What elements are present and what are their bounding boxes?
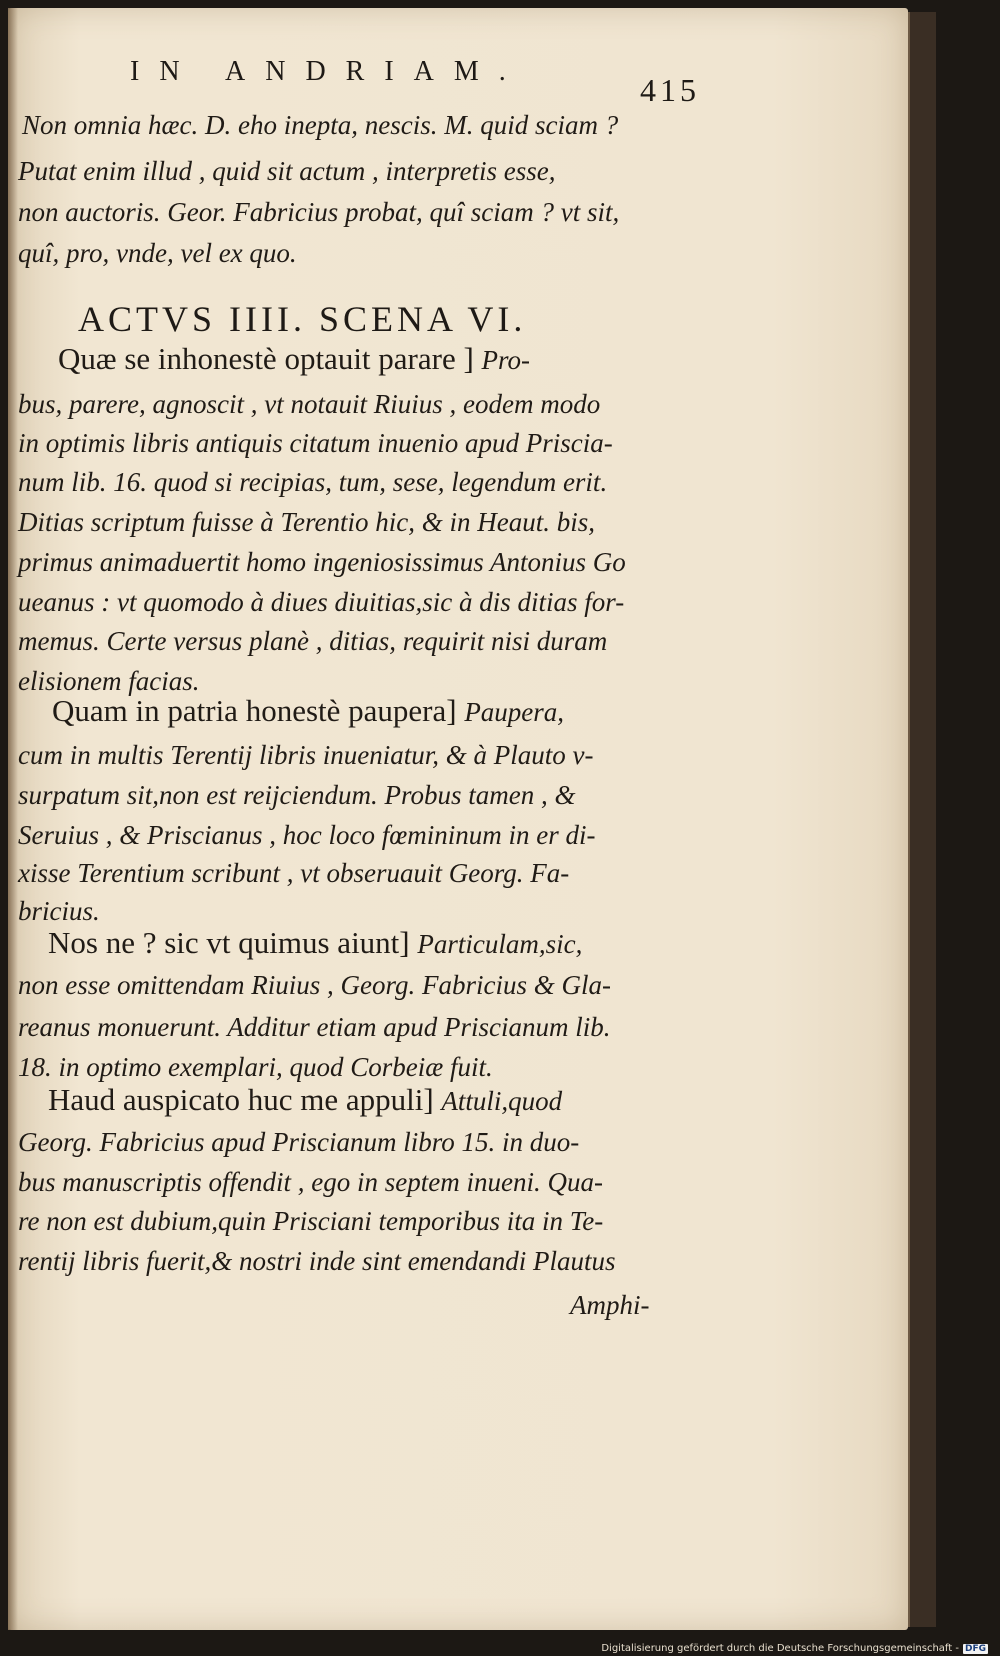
text-line [22,110,722,140]
text-line [18,156,718,186]
commentary-text: memus. Certe versus planè , ditias, requirit nisi duram [18,626,608,656]
text-line [18,547,718,577]
commentary-text: Putat enim illud , quid sit actum , interpretis esse, [18,156,556,186]
running-head: IN ANDRIAM. [130,56,526,87]
text-line [18,666,718,696]
commentary-text: primus animaduertit homo ingeniosissimus Antonius Go [18,547,626,577]
commentary-text: re non est dubium,quin Prisciani temporibus ita in Te- [18,1206,604,1236]
text-line [18,858,718,888]
commentary-text: Particulam,sic, [417,929,583,959]
commentary-text: cum in multis Terentij libris inueniatur, & à Plauto v- [18,740,594,770]
text-line [18,507,718,537]
commentary-text: Georg. Fabricius apud Priscianum libro 15. in duo- [18,1127,580,1157]
text-line [18,1127,718,1157]
commentary-text: num lib. 16. quod si recipias, tum, sese, legendum erit. [18,467,608,497]
text-line [18,896,718,926]
text-line [18,467,718,497]
commentary-text: Attuli,quod [441,1086,563,1116]
section-heading: ACTVS IIII. SCENA VI. [78,299,527,339]
footer-credit [601,1643,988,1654]
commentary-text: xisse Terentium scribunt , vt obseruauit Georg. Fa- [18,858,570,888]
text-line [570,1290,1000,1320]
commentary-text: Amphi- [570,1290,650,1320]
text-line [18,820,718,850]
commentary-text: ueanus : vt quomodo à diues diuitias,sic à dis ditias for- [18,587,625,617]
commentary-text: in optimis libris antiquis citatum inuenio apud Priscia- [18,428,613,458]
text-line [18,1052,718,1082]
text-line [48,925,748,960]
text-line [18,587,718,617]
text-line [18,197,718,227]
text-line [18,970,718,1000]
commentary-text: Non omnia hæc. D. eho inepta, nescis. M. quid sciam ? [22,110,619,140]
lemma-text: Nos ne ? sic vt quimus aiunt] [48,925,418,960]
text-line [18,1167,718,1197]
commentary-text: Ditias scriptum fuisse à Terentio hic, & in Heaut. bis, [18,507,596,537]
commentary-text: non esse omittendam Riuius , Georg. Fabricius & Gla- [18,970,611,1000]
commentary-text: 18. in optimo exemplari, quod Corbeiæ fuit. [18,1052,493,1082]
lemma-text: Quam in patria honestè paupera] [52,693,465,728]
text-line [58,341,758,376]
text-line [18,626,718,656]
text-line [18,1206,718,1236]
text-line [18,780,718,810]
page-number: 415 [640,72,700,108]
commentary-text: Paupera, [464,697,565,727]
commentary-text: surpatum sit,non est reijciendum. Probus tamen , & [18,780,576,810]
commentary-text: Pro- [481,345,531,375]
text-line [52,693,752,728]
commentary-text: quî, pro, vnde, vel ex quo. [18,238,297,268]
lemma-text: Quæ se inhonestè optauit parare ] [58,341,482,376]
commentary-text: bricius. [18,896,100,926]
commentary-text: rentij libris fuerit,& nostri inde sint emendandi Plautus [18,1246,616,1276]
commentary-text: reanus monuerunt. Additur etiam apud Priscianum lib. [18,1012,611,1042]
text-line [18,428,718,458]
commentary-text: Seruius , & Priscianus , hoc loco fœmininum in er di- [18,820,596,850]
text-line [18,389,718,419]
book-edge [908,12,936,1627]
commentary-text: bus manuscriptis offendit , ego in septem inueni. Qua- [18,1167,603,1197]
lemma-text: Haud auspicato huc me appuli] [48,1082,442,1117]
commentary-text: non auctoris. Geor. Fabricius probat, quî sciam ? vt sit, [18,197,620,227]
text-line [18,740,718,770]
text-line [18,238,718,268]
commentary-text: elisionem facias. [18,666,200,696]
commentary-text: bus, parere, agnoscit , vt notauit Riuius , eodem modo [18,389,601,419]
text-line [48,1082,748,1117]
text-line [18,1012,718,1042]
text-line [18,1246,718,1276]
footer-text: Digitalisierung gefördert durch die Deutsche Forschungsgemeinschaft - [601,1643,959,1654]
dfg-logo: DFG [964,1643,986,1654]
